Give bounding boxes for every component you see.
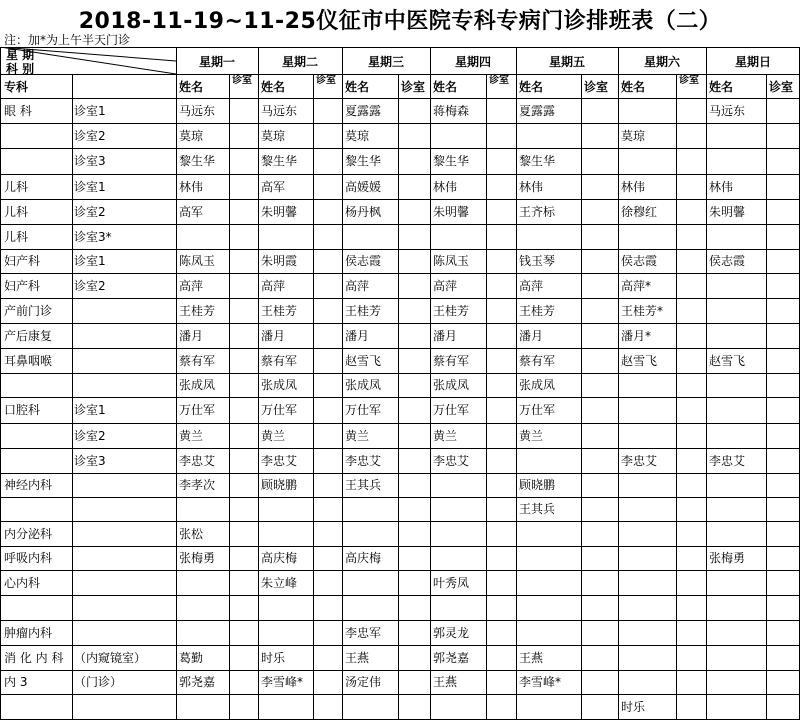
doctor-name: 郭尧嘉	[179, 675, 216, 689]
doctor-name: 张成凤	[519, 378, 556, 392]
doctor-name: 高庆梅	[261, 551, 298, 565]
doctor-name: 李忠艾	[261, 454, 298, 468]
doctor-name: 侯志霞	[709, 254, 746, 268]
doctor-name: 潘月	[519, 329, 544, 343]
doctor-name: 高萍	[519, 279, 544, 293]
dept-cell: 内分泌科	[4, 527, 53, 541]
doctor-name: 蔡有军	[433, 354, 470, 368]
doctor-name: 蔡有军	[519, 354, 556, 368]
dept-cell: 妇产科	[4, 254, 41, 268]
doctor-name: 黄兰	[179, 429, 204, 443]
doctor-name: 高萍	[345, 279, 370, 293]
dept-cell: 肿瘤内科	[4, 626, 53, 640]
doctor-name: 高萍*	[621, 279, 652, 293]
doctor-name: 黄兰	[345, 429, 370, 443]
dept-cell: 内 3	[4, 675, 28, 689]
room-cell: （内窥镜室）	[74, 651, 147, 665]
doctor-name: 王其兵	[519, 502, 556, 516]
doctor-name: 张成凤	[345, 378, 382, 392]
doctor-name: 莫琼	[621, 129, 646, 143]
grid-hline	[0, 249, 800, 250]
doctor-name: 王齐标	[519, 205, 556, 219]
doctor-name: 黎生华	[345, 154, 382, 168]
doctor-name: 万仕军	[179, 403, 216, 417]
dept-cell: 儿科	[4, 180, 29, 194]
doctor-name: 钱玉琴	[519, 254, 556, 268]
room-cell: 诊室2	[74, 205, 106, 219]
grid-hline	[0, 570, 800, 571]
doctor-name: 徐穆红	[621, 205, 658, 219]
doctor-name: 朱明馨	[433, 205, 470, 219]
room-header: 诊室	[769, 80, 794, 94]
grid-vline	[313, 74, 314, 719]
doctor-name: 王燕	[345, 651, 370, 665]
doctor-name: 张成凤	[261, 378, 298, 392]
room-cell: 诊室2	[74, 129, 106, 143]
doctor-name: 朱明馨	[261, 205, 298, 219]
doctor-name: 叶秀凤	[433, 576, 470, 590]
doctor-name: 王其兵	[345, 478, 382, 492]
grid-hline	[0, 595, 800, 596]
doctor-name: 王燕	[433, 675, 458, 689]
doctor-name: 万仕军	[261, 403, 298, 417]
dept-cell: 产前门诊	[4, 304, 53, 318]
grid-vline	[581, 74, 582, 719]
grid-hline	[0, 521, 800, 522]
doctor-name: 马远东	[261, 104, 298, 118]
doctor-name: 李雪峰*	[261, 675, 304, 689]
doctor-name: 张成凤	[179, 378, 216, 392]
room-cell: 诊室1	[74, 254, 106, 268]
doctor-name: 赵雪飞	[709, 354, 746, 368]
doctor-name: 林伟	[179, 180, 204, 194]
room-cell: 诊室2	[74, 429, 106, 443]
doctor-name: 林伟	[709, 180, 734, 194]
doctor-name: 林伟	[621, 180, 646, 194]
grid-vline	[0, 47, 1, 719]
doctor-name: 潘月*	[621, 329, 652, 343]
doctor-name: 张松	[179, 527, 204, 541]
doctor-name: 王桂芳	[261, 304, 298, 318]
doctor-name: 李忠艾	[345, 454, 382, 468]
name-header: 姓名	[433, 80, 458, 94]
grid-hline	[0, 174, 800, 175]
doctor-name: 黎生华	[433, 154, 470, 168]
grid-hline	[0, 546, 800, 547]
doctor-name: 王桂芳	[433, 304, 470, 318]
day-header: 星期五	[548, 55, 585, 69]
dept-cell: 神经内科	[4, 478, 53, 492]
grid-hline	[0, 497, 800, 498]
doctor-name: 蔡有军	[179, 354, 216, 368]
page-title: 2018-11-19~11-25仪征市中医院专科专病门诊排班表（二）	[78, 9, 722, 34]
doctor-name: 李忠军	[345, 626, 382, 640]
doctor-name: 李忠艾	[621, 454, 658, 468]
day-header: 星期二	[281, 55, 318, 69]
doctor-name: 张成凤	[433, 378, 470, 392]
grid-vline	[486, 74, 487, 719]
doctor-name: 顾晓鹏	[519, 478, 556, 492]
doctor-name: 李忠艾	[179, 454, 216, 468]
doctor-name: 王桂芳*	[621, 304, 664, 318]
doctor-name: 莫琼	[345, 129, 370, 143]
doctor-name: 黎生华	[179, 154, 216, 168]
grid-hline	[0, 148, 800, 149]
grid-vline	[618, 47, 619, 719]
day-header: 星期一	[198, 55, 235, 69]
doctor-name: 高军	[261, 180, 286, 194]
grid-vline	[706, 47, 707, 719]
day-header: 星期三	[367, 55, 404, 69]
doctor-name: 蒋梅森	[433, 104, 470, 118]
dept-header: 专科	[4, 80, 29, 94]
grid-hline	[0, 397, 800, 398]
doctor-name: 王桂芳	[179, 304, 216, 318]
doctor-name: 潘月	[179, 329, 204, 343]
dept-cell: 口腔科	[4, 403, 41, 417]
doctor-name: 李忠艾	[433, 454, 470, 468]
doctor-name: 葛勤	[179, 651, 204, 665]
grid-vline	[398, 74, 399, 719]
doctor-name: 朱明馨	[709, 205, 746, 219]
doctor-name: 侯志霞	[345, 254, 382, 268]
grid-vline	[766, 74, 767, 719]
doctor-name: 郭灵龙	[433, 626, 470, 640]
doctor-name: 朱明霞	[261, 254, 298, 268]
doctor-name: 马远东	[179, 104, 216, 118]
grid-vline	[430, 47, 431, 719]
grid-hline	[0, 423, 800, 424]
doctor-name: 马远东	[709, 104, 746, 118]
doctor-name: 莫琼	[261, 129, 286, 143]
day-header: 星期日	[734, 55, 771, 69]
grid-hline	[0, 298, 800, 299]
grid-vline	[342, 47, 343, 719]
doctor-name: 李孝次	[179, 478, 216, 492]
dept-cell: 儿科	[4, 230, 29, 244]
grid-hline	[0, 123, 800, 124]
room-header: 诊室	[489, 75, 509, 86]
grid-hline	[0, 199, 800, 200]
name-header: 姓名	[179, 80, 204, 94]
doctor-name: 莫琼	[179, 129, 204, 143]
doctor-name: 黎生华	[519, 154, 556, 168]
grid-hline	[0, 473, 800, 474]
dept-cell: 儿科	[4, 205, 29, 219]
doctor-name: 黄兰	[261, 429, 286, 443]
doctor-name: 王桂芳	[519, 304, 556, 318]
dept-cell: 眼 科	[4, 104, 32, 118]
doctor-name: 顾晓鹏	[261, 478, 298, 492]
note: 注：加*为上午半天门诊	[4, 33, 131, 47]
grid-hline	[0, 620, 800, 621]
doctor-name: 郭尧嘉	[433, 651, 470, 665]
grid-hline	[0, 694, 800, 695]
doctor-name: 高萍	[261, 279, 286, 293]
doctor-name: 汤定伟	[345, 675, 382, 689]
doctor-name: 高萍	[433, 279, 458, 293]
room-cell: 诊室3	[74, 454, 106, 468]
doctor-name: 夏露露	[519, 104, 556, 118]
name-header: 姓名	[261, 80, 286, 94]
doctor-name: 万仕军	[345, 403, 382, 417]
doctor-name: 侯志霞	[621, 254, 658, 268]
doctor-name: 黄兰	[433, 429, 458, 443]
doctor-name: 李雪峰*	[519, 675, 562, 689]
doctor-name: 潘月	[345, 329, 370, 343]
room-header: 诊室	[401, 80, 426, 94]
doctor-name: 林伟	[433, 180, 458, 194]
name-header: 姓名	[621, 80, 646, 94]
room-cell: 诊室2	[74, 279, 106, 293]
room-cell: （门诊）	[74, 675, 123, 689]
doctor-name: 张梅勇	[709, 551, 746, 565]
room-header: 诊室	[584, 80, 609, 94]
doctor-name: 万仕军	[519, 403, 556, 417]
room-header: 诊室	[316, 75, 336, 86]
doctor-name: 王燕	[519, 651, 544, 665]
corner-label-weekday: 星 期	[6, 48, 35, 62]
dept-cell: 消 化 内 科	[4, 651, 64, 665]
grid-vline	[516, 47, 517, 719]
doctor-name: 高萍	[179, 279, 204, 293]
doctor-name: 万仕军	[433, 403, 470, 417]
doctor-name: 王桂芳	[345, 304, 382, 318]
grid-hline	[0, 98, 800, 99]
doctor-name: 时乐	[621, 700, 646, 714]
doctor-name: 李忠艾	[709, 454, 746, 468]
doctor-name: 高庆梅	[345, 551, 382, 565]
room-cell: 诊室3	[74, 154, 106, 168]
room-cell: 诊室1	[74, 180, 106, 194]
grid-vline	[176, 47, 177, 719]
grid-hline	[0, 273, 800, 274]
doctor-name: 黎生华	[261, 154, 298, 168]
doctor-name: 杨丹枫	[345, 205, 382, 219]
room-cell: 诊室1	[74, 104, 106, 118]
doctor-name: 时乐	[261, 651, 286, 665]
dept-cell: 产后康复	[4, 329, 53, 343]
doctor-name: 潘月	[261, 329, 286, 343]
dept-cell: 耳鼻咽喉	[4, 354, 53, 368]
name-header: 姓名	[709, 80, 734, 94]
doctor-name: 高军	[179, 205, 204, 219]
grid-hline	[0, 448, 800, 449]
doctor-name: 陈凤玉	[433, 254, 470, 268]
doctor-name: 张梅勇	[179, 551, 216, 565]
room-header: 诊室	[679, 75, 699, 86]
dept-cell: 心内科	[4, 576, 41, 590]
doctor-name: 潘月	[433, 329, 458, 343]
doctor-name: 陈凤玉	[179, 254, 216, 268]
grid-hline	[0, 224, 800, 225]
grid-vline	[258, 47, 259, 719]
grid-hline	[0, 645, 800, 646]
grid-hline	[0, 670, 800, 671]
room-header: 诊室	[232, 75, 252, 86]
doctor-name: 林伟	[519, 180, 544, 194]
doctor-name: 赵雪飞	[345, 354, 382, 368]
corner-label-dept: 科 别	[6, 62, 35, 76]
room-cell: 诊室3*	[74, 230, 112, 244]
dept-cell: 妇产科	[4, 279, 41, 293]
day-header: 星期四	[454, 55, 491, 69]
doctor-name: 赵雪飞	[621, 354, 658, 368]
grid-hline	[0, 323, 800, 324]
doctor-name: 朱立峰	[261, 576, 298, 590]
dept-cell: 呼吸内科	[4, 551, 53, 565]
day-header: 星期六	[643, 55, 680, 69]
name-header: 姓名	[519, 80, 544, 94]
grid-hline	[0, 373, 800, 374]
doctor-name: 黄兰	[519, 429, 544, 443]
grid-vline	[229, 74, 230, 719]
doctor-name: 高媛媛	[345, 180, 382, 194]
name-header: 姓名	[345, 80, 370, 94]
doctor-name: 夏露露	[345, 104, 382, 118]
grid-hline	[0, 348, 800, 349]
grid-vline	[676, 74, 677, 719]
room-cell: 诊室1	[74, 403, 106, 417]
grid-vline	[72, 74, 73, 719]
doctor-name: 蔡有军	[261, 354, 298, 368]
